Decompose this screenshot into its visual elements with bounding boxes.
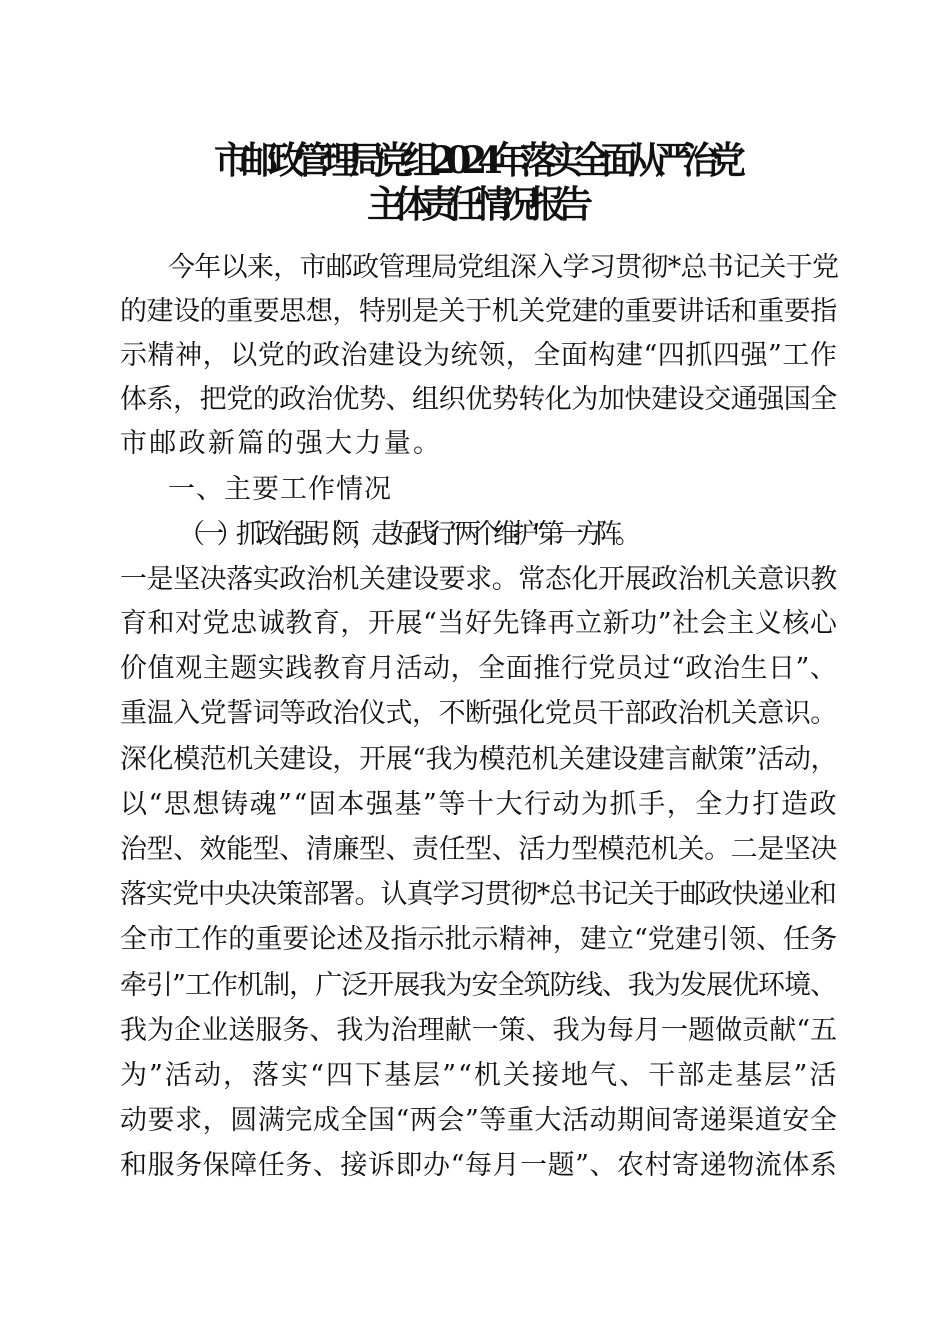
subsection-line-10: 全市工作的重要论述及指示批示精神，建立“党建引领、任务 [120,924,838,955]
intro-line-2: 的建设的重要思想，特别是关于机关党建的重要讲话和重要指 [120,296,837,327]
subsection-line-1: （一）抓政治强引领，走好践行“两个维护”第一方阵。 [178,519,635,550]
intro-line-4: 体系，把党的政治优势、组织优势转化为加快建设交通强国全 [120,384,837,415]
subsection-line-11: 牵引”工作机制，广泛开展我为安全筑防线、我为发展优环境、 [120,970,837,1001]
subsection-line-8: 治型、效能型、清廉型、责任型、活力型模范机关。二是坚决 [120,834,837,865]
intro-line-5: 市邮政新篇的强大力量。 [120,428,443,459]
subsection-line-9: 落实党中央决策部署。认真学习贯彻*总书记关于邮政快递业和 [120,879,836,910]
intro-line-1: 今年以来，市邮政管理局党组深入学习贯彻*总书记关于党 [168,252,839,283]
intro-line-3: 示精神，以党的政治建设为统领，全面构建“四抓四强”工作 [120,340,838,371]
document-title-line-1: 市邮政管理局党组2024年落实全面从严治党 [214,138,736,182]
subsection-line-3: 育和对党忠诚教育，开展“当好先锋再立新功”社会主义核心 [120,608,838,639]
subsection-line-7: 以“思想铸魂”“固本强基”等十大行动为抓手，全力打造政 [120,789,839,820]
subsection-line-5: 重温入党誓词等政治仪式，不断强化党员干部政治机关意识。 [120,698,837,729]
document-title-line-2: 主体责任情况报告 [367,182,583,226]
subsection-line-12: 我为企业送服务、我为治理献一策、我为每月一题做贡献“五 [120,1015,838,1046]
subsection-line-6: 深化模范机关建设，开展“我为模范机关建设建言献策”活动， [120,744,838,775]
subsection-line-13: 为”活动，落实“四下基层”“机关接地气、干部走基层”活 [120,1060,839,1091]
section-heading: 一、主要工作情况 [168,474,392,505]
subsection-line-14: 动要求，圆满完成全国“两会”等重大活动期间寄递渠道安全 [120,1105,838,1136]
subsection-line-4: 价值观主题实践教育月活动，全面推行党员过“政治生日”、 [120,653,838,684]
subsection-line-15: 和服务保障任务、接诉即办“每月一题”、农村寄递物流体系 [120,1150,838,1181]
subsection-line-2: 一是坚决落实政治机关建设要求。常态化开展政治机关意识教 [120,564,837,595]
